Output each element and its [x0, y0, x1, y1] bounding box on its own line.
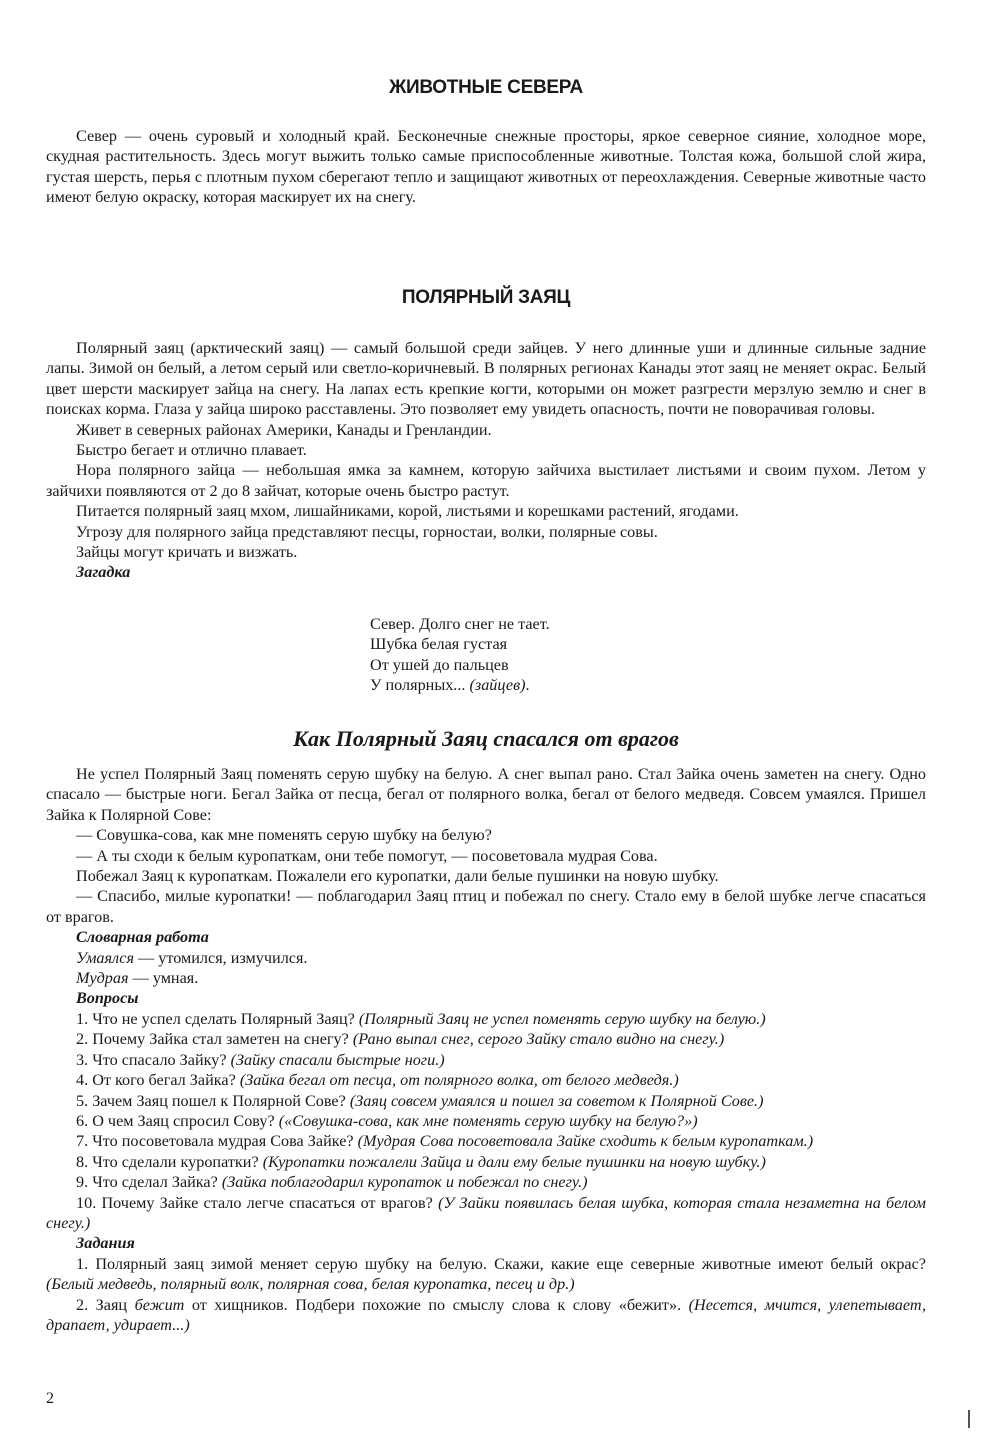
question-text: 3. Что спасало Зайку? [76, 1050, 231, 1069]
hare-paragraph: Зайцы могут кричать и визжать. [76, 543, 298, 562]
story-paragraph: — А ты сходи к белым куропаткам, они тебе помогут, — посоветовала мудрая Сова. [76, 846, 658, 865]
question-answer: (Зайку спасали быстрые ноги.) [230, 1050, 445, 1069]
question-text: 5. Зачем Заяц пошел к Полярной Сове? [76, 1091, 350, 1110]
question [46, 1091, 926, 1111]
question-text: 10. Почему Зайке стало легче спасаться от врагов? [76, 1193, 439, 1212]
question-text: 9. Что сделал Зайка? [76, 1173, 222, 1192]
question [46, 1172, 926, 1192]
vocab-label: Словарная работа [76, 928, 209, 947]
hare-paragraph: Питается полярный заяц мхом, лишайниками, корой, листьями и корешками растений, ягодами. [76, 502, 739, 521]
task-2 [46, 1295, 926, 1336]
question [46, 1131, 926, 1151]
story-block [46, 764, 926, 1335]
question-answer: (Куропатки пожалели Зайца и дали ему белые пушинки на новую шубку.) [262, 1152, 766, 1171]
question-text: 6. О чем Заяц спросил Сову? [76, 1111, 279, 1130]
task-1 [46, 1254, 926, 1295]
riddle-line: Север. Долго снег не тает. [370, 615, 550, 633]
question [46, 1111, 926, 1131]
vocab-item [46, 948, 926, 968]
riddle-line: Шубка белая густая [370, 635, 508, 654]
hare-paragraph: Угрозу для полярного зайца представляют песцы, горностаи, волки, полярные совы. [76, 522, 658, 541]
vocab-item [46, 968, 926, 988]
riddle-end: . [525, 676, 530, 695]
scan-mark [968, 1410, 970, 1428]
title-animals-north: ЖИВОТНЫЕ СЕВЕРА [389, 77, 583, 98]
hare-paragraph: Полярный заяц (арктический заяц) — самый большой среди зайцев. У него длинные уши и длинные сильные задние лапы. Зимой он белый, а летом серый или светло-коричневый. В полярных регионах Канады этот заяц не меняет окрас. Белый цвет шерсти маскирует зайца на снегу. На лапах есть крепкие когти, которыми он может разгрести мерзлую землю и снег в поисках корма. Глаза у зайца широко расставлены. Это позволяет ему увидеть опасность, почти не поворачивая головы. [46, 339, 926, 419]
task-text: 1. Полярный заяц зимой меняет серую шубку на белую. Скажи, какие еще северные животные имеют белый окрас? [76, 1254, 926, 1273]
task-answer: (Белый медведь, полярный волк, полярная сова, белая куропатка, песец и др.) [46, 1275, 575, 1294]
question-answer: (Мудрая Сова посоветовала Зайке сходить к белым куропаткам.) [357, 1132, 814, 1151]
question [46, 1152, 926, 1172]
hare-paragraph: Живет в северных районах Америки, Канады и Гренландии. [76, 420, 492, 439]
intro-block [46, 126, 926, 208]
hare-paragraph: Нора полярного зайца — небольшая ямка за камнем, которую зайчиха выстилает листьями и своим пухом. Летом у зайчихи появляются от 2 до 8 зайчат, которые очень быстро растут. [46, 461, 926, 500]
story-paragraph: — Спасибо, милые куропатки! — поблагодарил Заяц птиц и побежал по снегу. Стало ему в белой шубке легче спасаться от врагов. [46, 887, 926, 926]
intro-paragraph: Север — очень суровый и холодный край. Бесконечные снежные просторы, яркое северное сияние, холодное море, скудная растительность. Здесь могут выжить только самые приспособленные животные. Толстая кожа, большой слой жира, густая шерсть, перья с плотным пухом сберегают тепло и защищают животных от переохлаждения. Северные животные часто имеют белую окраску, которая маскирует их на снегу. [46, 127, 926, 207]
hare-paragraph: Быстро бегает и отлично плавает. [76, 441, 307, 460]
question-text: 8. Что сделали куропатки? [76, 1152, 263, 1171]
riddle-answer: (зайцев) [469, 676, 526, 695]
question [46, 1029, 926, 1049]
riddle-line-last [370, 675, 550, 695]
question-answer: (Зайка бегал от песца, от полярного волка, от белого медведя.) [239, 1071, 679, 1090]
question [46, 1070, 926, 1090]
polar-hare-block [46, 338, 926, 583]
vocab-def: — утомился, измучился. [134, 948, 308, 967]
story-paragraph: Не успел Полярный Заяц поменять серую шубку на белую. А снег выпал рано. Стал Зайка очень заметен на снегу. Одно спасало — быстрые ноги. Бегал Зайка от песца, бегал от полярного волка, бегал от белого медведя. Совсем умаялся. Пришел Зайка к Полярной Сове: [46, 765, 926, 824]
story-paragraph: Побежал Заяц к куропаткам. Пожалели его куропатки, дали белые пушинки на новую шубку. [76, 867, 719, 886]
riddle [370, 614, 550, 696]
question-answer: (Зайка поблагодарил куропаток и побежал по снегу.) [221, 1173, 588, 1192]
question-text: 7. Что посоветовала мудрая Сова Зайке? [76, 1132, 358, 1151]
riddle-line: От ушей до пальцев [370, 655, 509, 674]
title-story: Как Полярный Заяц спасался от врагов [293, 726, 679, 751]
task-word: бежит [134, 1295, 185, 1314]
vocab-word: Умаялся [76, 948, 134, 967]
story-paragraph: — Совушка-сова, как мне поменять серую шубку на белую? [76, 826, 492, 845]
question-text: 2. Почему Зайка стал заметен на снегу? [76, 1030, 353, 1049]
riddle-line-text: У полярных... [370, 676, 466, 695]
question-text: 1. Что не успел сделать Полярный Заяц? [76, 1009, 359, 1028]
question-answer: («Совушка-сова, как мне поменять серую шубку на белую?») [278, 1111, 698, 1130]
question-answer: (Полярный Заяц не успел поменять серую шубку на белую.) [358, 1009, 766, 1028]
question-text: 4. От кого бегал Зайка? [76, 1071, 240, 1090]
task-answer: (Несется, мчится, улепетывает, драпает, удирает...) [46, 1295, 926, 1334]
vocab-def: — умная. [128, 969, 199, 988]
vocab-word: Мудрая [76, 969, 129, 988]
question-answer: (Рано выпал снег, серого Зайку стало видно на снегу.) [352, 1030, 725, 1049]
task-text: от хищников. Подбери похожие по смыслу слова к слову «бежит». [184, 1295, 689, 1314]
questions-label: Вопросы [76, 989, 139, 1008]
page-number: 2 [46, 1390, 54, 1407]
task-text: 2. Заяц [76, 1295, 135, 1314]
tasks-label: Задания [76, 1234, 135, 1253]
question [46, 1009, 926, 1029]
title-polar-hare: ПОЛЯРНЫЙ ЗАЯЦ [401, 287, 571, 308]
question [46, 1193, 926, 1234]
question-answer: (Заяц совсем умаялся и пошел за советом к Полярной Сове.) [349, 1091, 764, 1110]
riddle-label: Загадка [76, 563, 131, 582]
question-answer: (У Зайки появилась белая шубка, которая стала незаметна на белом снегу.) [46, 1193, 926, 1232]
question [46, 1050, 926, 1070]
